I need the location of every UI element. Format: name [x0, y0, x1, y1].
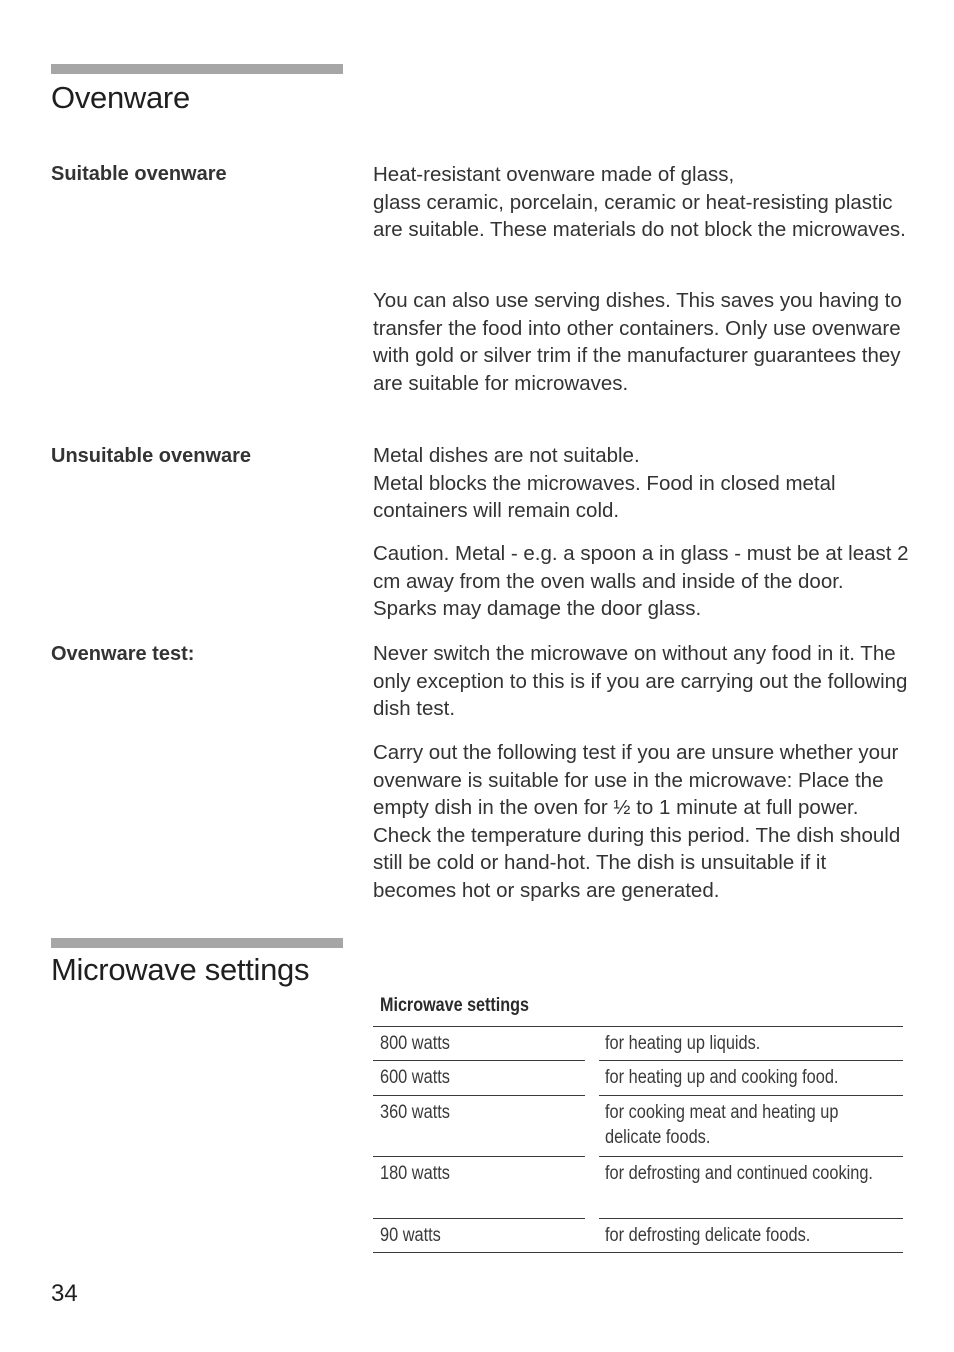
- label-suitable-ovenware: Suitable ovenware: [51, 163, 227, 185]
- cell-watts: 360 watts: [380, 1102, 450, 1123]
- row-divider-right: [599, 1095, 903, 1096]
- label-ovenware-test: Ovenware test:: [51, 643, 195, 665]
- cell-use: for defrosting and continued cooking.: [605, 1163, 873, 1184]
- label-unsuitable-ovenware: Unsuitable ovenware: [51, 445, 252, 467]
- paragraph-test-2: Carry out the following test if you are unsure whether your ovenware is suitable for use in the microwave: Place the empty dish in the oven for ½ to 1 minute at full power. Check the temperature during this period. The dish should still be cold or hand-hot. The dish is unsuitable if it becomes hot or sparks are generated.: [373, 741, 901, 902]
- section-title-microwave-settings: Microwave settings: [51, 952, 310, 987]
- row-divider-left: [373, 1060, 585, 1061]
- row-divider-right: [599, 1218, 903, 1219]
- paragraph-suitable-1: Heat-resistant ovenware made of glass, glass ceramic, porcelain, ceramic or heat-resisting plastic are suitable. These materials do not block the microwaves.: [373, 163, 906, 241]
- row-divider: [373, 1026, 903, 1027]
- section-rule-microwave-settings: [51, 938, 343, 948]
- cell-watts: 600 watts: [380, 1067, 450, 1088]
- paragraph-test-1: Never switch the microwave on without any food in it. The only exception to this is if you are carrying out the following dish test.: [373, 642, 908, 720]
- row-divider-left: [373, 1095, 585, 1096]
- cell-use: for defrosting delicate foods.: [605, 1225, 811, 1246]
- table-caption: Microwave settings: [380, 995, 529, 1016]
- paragraph-suitable-2: You can also use serving dishes. This saves you having to transfer the food into other containers. Only use ovenware with gold or silver trim if the manufacturer guarantees they are suitable for microwaves.: [373, 289, 902, 395]
- cell-use: for heating up liquids.: [605, 1033, 761, 1054]
- page-number: 34: [51, 1280, 78, 1307]
- cell-use: for heating up and cooking food.: [605, 1067, 839, 1088]
- row-divider-right: [599, 1156, 903, 1157]
- row-divider-left: [373, 1218, 585, 1219]
- cell-watts: 180 watts: [380, 1163, 450, 1184]
- table-bottom-rule: [373, 1252, 903, 1253]
- cell-watts: 800 watts: [380, 1033, 450, 1054]
- cell-use: for cooking meat and heating up delicate foods.: [605, 1102, 839, 1148]
- section-rule-ovenware: [51, 64, 343, 74]
- row-divider-right: [599, 1060, 903, 1061]
- cell-watts: 90 watts: [380, 1225, 441, 1246]
- paragraph-unsuitable-1: Metal dishes are not suitable. Metal blocks the microwaves. Food in closed metal containers will remain cold.: [373, 444, 836, 522]
- row-divider-left: [373, 1156, 585, 1157]
- paragraph-unsuitable-2: Caution. Metal - e.g. a spoon a in glass - must be at least 2 cm away from the oven walls and inside of the door. Sparks may damage the door glass.: [373, 542, 909, 620]
- section-title-ovenware: Ovenware: [51, 80, 190, 115]
